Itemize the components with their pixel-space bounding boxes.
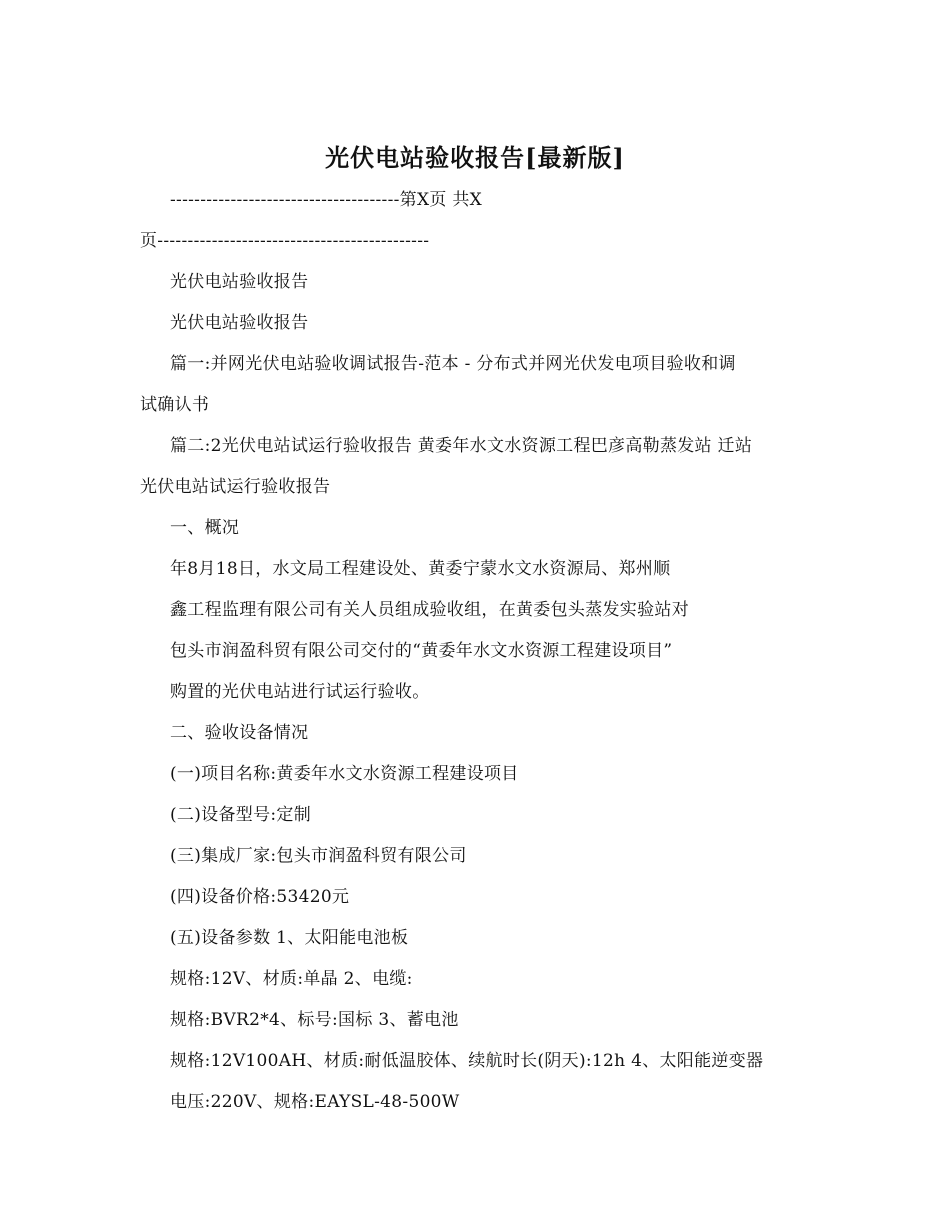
section-heading: 一、概况 <box>170 518 240 538</box>
paragraph-line: 光伏电站验收报告 <box>170 272 309 292</box>
paragraph-line: 鑫工程监理有限公司有关人员组成验收组，在黄委包头蒸发实验站对 <box>170 600 689 620</box>
paragraph-line: 购置的光伏电站进行试运行验收。 <box>170 682 430 702</box>
paragraph-line: 年8月18日，水文局工程建设处、黄委宁蒙水文水资源局、郑州顺 <box>170 559 671 579</box>
paragraph-line: 包头市润盈科贸有限公司交付的“黄委年水文水资源工程建设项目” <box>170 641 673 661</box>
list-item: (五)设备参数 1、太阳能电池板 <box>170 928 409 948</box>
spec-line: 规格:12V、材质:单晶 2、电缆: <box>170 969 413 989</box>
paragraph-line: 光伏电站试运行验收报告 <box>140 477 331 497</box>
list-item: (三)集成厂家:包头市润盈科贸有限公司 <box>170 846 467 866</box>
section-heading: 二、验收设备情况 <box>170 723 309 743</box>
paragraph-line: 试确认书 <box>140 395 210 415</box>
spec-line: 电压:220V、规格:EAYSL-48-500W <box>170 1092 460 1112</box>
paragraph-line: 篇二:2光伏电站试运行验收报告 黄委年水文水资源工程巴彦高勒蒸发站 迁站 <box>170 436 753 456</box>
paragraph-line: 光伏电站验收报告 <box>170 313 309 333</box>
spec-line: 规格:BVR2*4、标号:国标 3、蓄电池 <box>170 1010 459 1030</box>
list-item: (四)设备价格:53420元 <box>170 887 350 907</box>
list-item: (一)项目名称:黄委年水文水资源工程建设项目 <box>170 764 519 784</box>
document-title: 光伏电站验收报告[最新版] <box>325 143 625 172</box>
paragraph-line: 篇一:并网光伏电站验收调试报告-范本 - 分布式并网光伏发电项目验收和调 <box>170 354 736 374</box>
list-item: (二)设备型号:定制 <box>170 805 311 825</box>
spec-line: 规格:12V100AH、材质:耐低温胶体、续航时长(阴天):12h 4、太阳能逆变器 <box>170 1051 764 1071</box>
page-number-header-continuation: 页--------------------------------------------- <box>140 231 430 251</box>
page-number-header-line: --------------------------------------第X页 共X <box>170 190 483 210</box>
